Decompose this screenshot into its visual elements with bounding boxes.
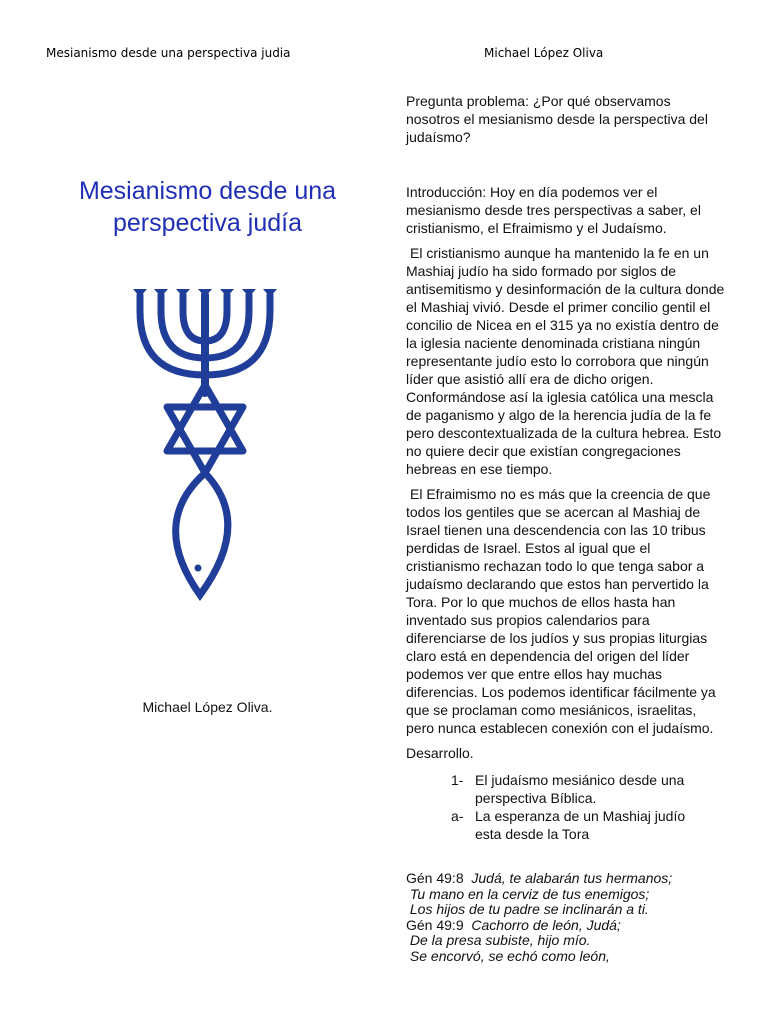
verse-line [406,871,726,887]
verse-text: Judá, te alabarán tus hermanos; [471,870,673,886]
problem-question: Pregunta problema: ¿Por qué observamos nosotros el mesianismo desde la perspectiva del judaísmo? [406,93,708,145]
messianic-seal-icon [125,283,295,603]
verse-ref: Gén 49:8 [406,870,464,886]
verse-line [406,887,726,903]
list-text: La esperanza de un Mashiaj judío esta desde la Tora [475,808,686,842]
verse-line [406,902,726,918]
cover-title-line2: perspectiva judía [112,209,302,237]
verse-line [406,949,726,965]
introduction-paragraph: Introducción: Hoy en día podemos ver el mesianismo desde tres perspectivas a saber, el cristianismo, el Efraimismo y el Judaísmo. [406,184,701,236]
cover-title [50,175,365,239]
header-left-title: Mesianismo desde una perspectiva judia [46,46,291,60]
list-item [406,807,726,843]
verse-text: Tu mano en la cerviz de tus enemigos; [409,885,650,902]
verse-ref: Gén 49:9 [406,916,464,933]
verse-line [406,918,726,934]
verse-text: Se encorvó, se echó como león, [409,947,610,964]
cover-title-line1: Mesianismo desde una [78,177,337,205]
header-right-author: Michael López Oliva [484,46,604,60]
outline-list [406,771,726,843]
efraimismo-paragraph: El Efraimismo no es más que la creencia de que todos los gentiles que se acercan al Mashiaj de Israel tienen una descendencia con las 10 tribus perdidas de Israel. Estos al igual que el cristianismo rechazan todo lo que tenga sabor a judaísmo declarando que estos han pervertido la Tora. Por lo que muchos de ellos hasta han inventado sus propios calendarios para diferenciarse de los judíos y sus propias liturgias claro está en dependencia del origen del líder podemos ver que entre ellos hay muchas diferencias. Los podemos identificar fácilmente ya que se proclaman como mesiánicos, israelitas, pero nunca establecen conexión con el judaísmo. [406,486,716,736]
verse-text: De la presa subiste, hijo mío. [409,932,591,948]
verse-text: Los hijos de tu padre se inclinarán a ti. [409,901,649,917]
verse-text: Cachorro de león, Judá; [471,916,621,933]
intro-column [406,92,726,769]
development-heading: Desarrollo. [406,745,474,761]
cover-author: Michael López Oliva. [142,699,273,715]
verse-line [406,933,726,949]
scripture-quotes [406,871,726,964]
christianity-paragraph: El cristianismo aunque ha mantenido la fe en un Mashiaj judío ha sido formado por siglos de antisemitismo y desinformación de la cultura donde el Mashiaj vivió. Desde el primer concilio gentil el concilio de Nicea en el 315 ya no existía dentro de la iglesia naciente denominada cristiana ningún representante judío esto lo corrobora que ningún líder que asistió allí era de dicho origen. Conformándose así la iglesia católica una mescla de paganismo y algo de la herencia judía de la fe pero descontextualizada de la cultura hebrea. Esto no quiere decir que existían congregaciones hebreas en ese tiempo. [406,245,725,477]
list-marker: a- [451,808,464,824]
list-marker: 1- [451,772,464,788]
list-text: El judaísmo mesiánico desde una perspectiva Bíblica. [475,772,685,806]
list-item [406,771,726,807]
